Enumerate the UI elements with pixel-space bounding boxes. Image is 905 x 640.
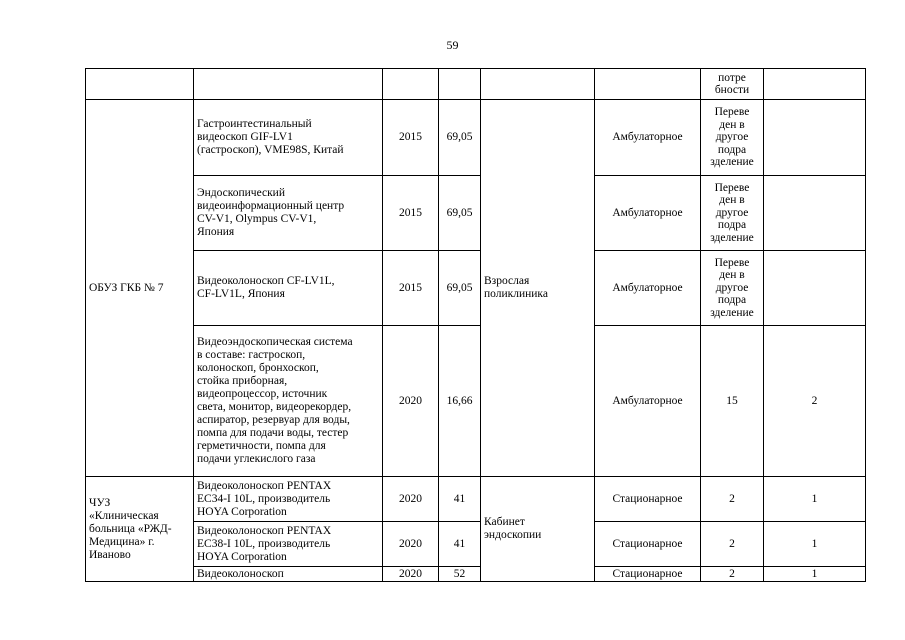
count-cell: 1 xyxy=(764,522,866,567)
table-row xyxy=(86,100,866,176)
table-row xyxy=(86,326,866,477)
equipment-cell: Видеоколоноскоп PENTAX EC38-I 10L, производитель HOYA Corporation xyxy=(194,522,383,567)
equipment-cell: Видеоэндоскопическая система в составе: гастроскоп, колоноскоп, бронхоскоп, стойка приборная, видеопроцессор, источник света, монитор, видеорекордер, аспиратор, резервуар для воды, помпа для подачи воды, тестер герметичности, помпа для подачи углекислого газа xyxy=(194,326,383,477)
wear-cell: 69,05 xyxy=(439,251,481,326)
table-row xyxy=(86,176,866,251)
status-cell: 2 xyxy=(701,567,764,582)
year-cell: 2015 xyxy=(383,176,439,251)
department-cell: Кабинет эндоскопии xyxy=(481,477,595,582)
service-cell: Амбулаторное xyxy=(595,176,701,251)
wear-cell: 69,05 xyxy=(439,100,481,176)
equipment-cell: Эндоскопический видеоинформационный центр CV-V1, Olympus CV-V1, Япония xyxy=(194,176,383,251)
table-row xyxy=(86,477,866,522)
year-cell xyxy=(383,69,439,100)
count-cell xyxy=(764,251,866,326)
service-cell: Стационарное xyxy=(595,567,701,582)
org-name-cell: ОБУЗ ГКБ № 7 xyxy=(86,100,194,477)
department-cell xyxy=(481,69,595,100)
service-cell: Амбулаторное xyxy=(595,100,701,176)
table-row xyxy=(86,522,866,567)
count-cell xyxy=(764,100,866,176)
status-cell: 15 xyxy=(701,326,764,477)
status-cell: 2 xyxy=(701,522,764,567)
org-cell xyxy=(86,69,194,100)
equipment-cell: Видеоколоноскоп PENTAX EC34-I 10L, производитель HOYA Corporation xyxy=(194,477,383,522)
service-cell: Стационарное xyxy=(595,522,701,567)
count-cell xyxy=(764,176,866,251)
count-cell: 1 xyxy=(764,477,866,522)
table-row xyxy=(86,69,866,100)
wear-cell: 41 xyxy=(439,522,481,567)
equipment-table xyxy=(85,68,866,582)
org-name-cell: ЧУЗ «Клиническая больница «РЖД- Медицина» г. Иваново xyxy=(86,477,194,582)
equipment-cell xyxy=(194,69,383,100)
status-cell: 2 xyxy=(701,477,764,522)
wear-cell: 69,05 xyxy=(439,176,481,251)
status-cell: Переве ден в другое подра зделение xyxy=(701,251,764,326)
page-number: 59 xyxy=(446,38,459,52)
year-cell: 2020 xyxy=(383,522,439,567)
equipment-cell: Видеоколоноскоп CF-LV1L, CF-LV1L, Япония xyxy=(194,251,383,326)
status-cell: потре бности xyxy=(701,69,764,100)
status-cell: Переве ден в другое подра зделение xyxy=(701,100,764,176)
count-cell: 1 xyxy=(764,567,866,582)
year-cell: 2020 xyxy=(383,326,439,477)
wear-cell: 52 xyxy=(439,567,481,582)
wear-cell: 41 xyxy=(439,477,481,522)
table-row xyxy=(86,251,866,326)
year-cell: 2015 xyxy=(383,251,439,326)
table-row xyxy=(86,567,866,582)
equipment-cell: Гастроинтестинальный видеоскоп GIF-LV1 (гастроскоп), VME98S, Китай xyxy=(194,100,383,176)
year-cell: 2020 xyxy=(383,567,439,582)
wear-cell: 16,66 xyxy=(439,326,481,477)
service-cell: Стационарное xyxy=(595,477,701,522)
service-cell: Амбулаторное xyxy=(595,326,701,477)
equipment-cell: Видеоколоноскоп xyxy=(194,567,383,582)
count-cell xyxy=(764,69,866,100)
service-cell xyxy=(595,69,701,100)
count-cell: 2 xyxy=(764,326,866,477)
status-cell: Переве ден в другое подра зделение xyxy=(701,176,764,251)
year-cell: 2015 xyxy=(383,100,439,176)
year-cell: 2020 xyxy=(383,477,439,522)
service-cell: Амбулаторное xyxy=(595,251,701,326)
wear-cell xyxy=(439,69,481,100)
department-cell: Взрослая поликлиника xyxy=(481,100,595,477)
